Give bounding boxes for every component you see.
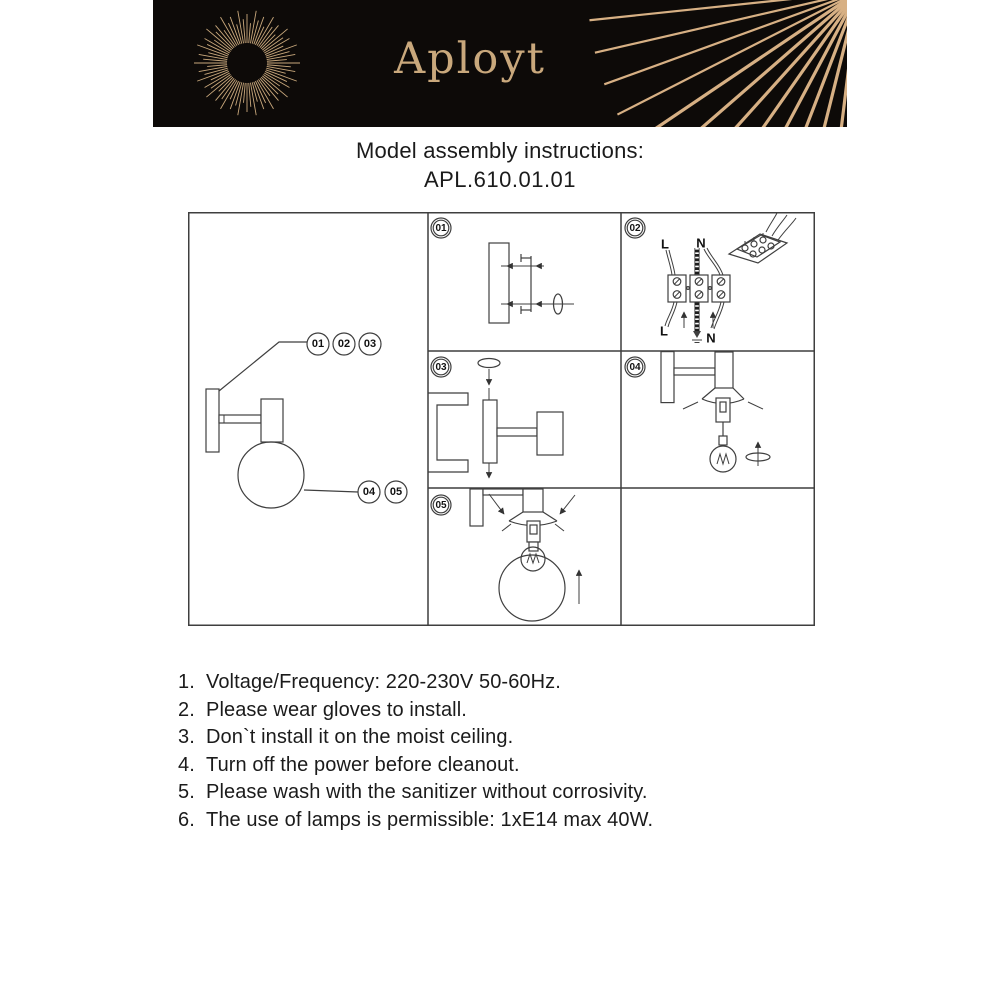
step-badge-03 xyxy=(431,357,451,377)
svg-text:04: 04 xyxy=(362,486,376,498)
item-text: Don`t install it on the moist ceiling. xyxy=(206,726,514,749)
item-text: Please wear gloves to install. xyxy=(206,698,467,721)
wire-label-n-top: N xyxy=(696,235,706,251)
callout-02 xyxy=(333,333,355,355)
item-text: Please wash with the sanitizer without corrosivity. xyxy=(206,781,648,804)
item-number: 4. xyxy=(178,753,195,776)
item-text: The use of lamps is permissible: 1xE14 max 40W. xyxy=(206,808,654,831)
assembly-diagram xyxy=(188,212,815,626)
item-text: Turn off the power before cleanout. xyxy=(206,753,520,776)
callout-03 xyxy=(359,333,381,355)
brand-header xyxy=(153,0,847,127)
svg-text:05: 05 xyxy=(389,486,403,498)
back-plate xyxy=(483,400,497,463)
svg-text:04: 04 xyxy=(629,362,641,373)
list-item xyxy=(178,807,858,835)
sunburst-logo-icon xyxy=(194,11,300,115)
callout-04 xyxy=(358,481,380,503)
step-panel-04 xyxy=(625,352,770,472)
wall-plate xyxy=(470,489,483,526)
lamp-body xyxy=(715,352,733,388)
mounting-arm xyxy=(674,368,715,375)
step-badge-02 xyxy=(625,218,645,238)
item-text: Voltage/Frequency: 220-230V 50-60Hz. xyxy=(206,671,561,693)
instructions-list xyxy=(178,669,858,835)
press-arrow-left xyxy=(489,494,504,514)
step-panel-02 xyxy=(625,213,796,346)
glass-globe xyxy=(499,555,565,621)
svg-text:02: 02 xyxy=(337,338,351,350)
lamp-body xyxy=(261,399,283,442)
item-number: 3. xyxy=(178,726,195,749)
bulb-rotation-arrow xyxy=(746,442,770,466)
wire-label-l-bottom: L xyxy=(660,323,668,339)
list-item xyxy=(178,752,858,780)
press-arrow-right xyxy=(560,495,575,514)
terminal-block xyxy=(668,275,730,302)
callout-01 xyxy=(307,333,329,355)
list-item xyxy=(178,779,858,807)
svg-text:03: 03 xyxy=(435,362,447,373)
screw-rotation-icon xyxy=(478,359,500,368)
screw-arrows xyxy=(501,266,574,304)
svg-text:03: 03 xyxy=(363,338,377,350)
wall-plate xyxy=(661,352,674,403)
svg-text:02: 02 xyxy=(629,223,641,234)
list-item xyxy=(178,669,858,697)
item-number: 5. xyxy=(178,781,195,804)
wire-label-n-bottom: N xyxy=(706,330,716,346)
step-badge-05 xyxy=(431,495,451,515)
mounting-arm xyxy=(497,428,537,436)
wall-bracket-section xyxy=(428,393,468,472)
item-number: 1. xyxy=(178,671,195,693)
svg-text:01: 01 xyxy=(311,338,325,350)
svg-text:05: 05 xyxy=(435,500,447,511)
brand-wordmark: Aployt xyxy=(394,34,546,84)
mounting-arm xyxy=(219,415,261,423)
step-panel-01 xyxy=(431,218,574,323)
step-panel-03 xyxy=(428,357,563,478)
light-bulb xyxy=(710,436,736,472)
list-item xyxy=(178,724,858,752)
wall-section xyxy=(489,243,509,323)
step-badge-04 xyxy=(625,357,645,377)
wire-label-l-top: L xyxy=(661,236,669,252)
page-title: Model assembly instructions: xyxy=(355,138,645,163)
glass-globe xyxy=(238,442,304,508)
overview-panel xyxy=(206,333,407,508)
item-number: 2. xyxy=(178,698,195,721)
lamp-socket xyxy=(527,521,540,542)
wall-plate xyxy=(206,389,219,452)
step-badge-01 xyxy=(431,218,451,238)
callout-05 xyxy=(385,481,407,503)
lamp-body xyxy=(523,489,543,512)
terminal-block-3d xyxy=(729,213,796,263)
item-number: 6. xyxy=(178,808,195,831)
lamp-body xyxy=(537,412,563,455)
svg-text:01: 01 xyxy=(435,223,447,234)
step-panel-05 xyxy=(431,489,579,621)
rays-decoration-icon xyxy=(589,0,847,127)
model-number: APL.610.01.01 xyxy=(423,167,577,192)
list-item xyxy=(178,697,858,725)
mounting-bracket xyxy=(521,254,531,314)
